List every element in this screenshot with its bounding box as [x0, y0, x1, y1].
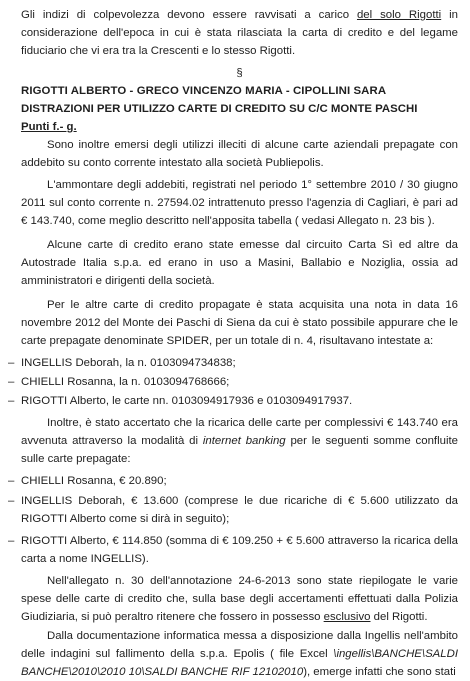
para7-text-c: ), emerge infatti che sono stati: [303, 666, 456, 678]
paragraph-7: [21, 627, 458, 681]
para6-underlined: esclusivo: [323, 611, 371, 623]
heading-title: DISTRAZIONI PER UTILIZZO CARTE DI CREDITO SU C/C MONTE PASCHI: [21, 103, 418, 115]
list-item: [8, 392, 458, 410]
intro-text-a: Gli indizi di colpevolezza devono essere ravvisati a carico: [21, 9, 357, 21]
list-item: [8, 532, 458, 568]
paragraph-3: Alcune carte di credito erano state emesse dal circuito Carta Sì ed altre da Autostrade Italia s.p.a. ed erano in uso a Masini, Ballabio e Noziglia, ossia ad amministratori e dirigenti della società.: [21, 239, 458, 287]
paragraph-6: [21, 572, 458, 626]
dash-marker: –: [8, 475, 15, 487]
para6-text-a: Nell'allegato n. 30 dell'annotazione 24-6-2013 sono state riepilogate le varie spese delle carte di credito che, sulla base degli accertamenti effettuati dalla Polizia Giudiziaria, si può peraltro ritenere che fossero in possesso: [21, 575, 458, 623]
list-item-text: CHIELLI Rosanna, la n. 0103094768666;: [21, 376, 230, 388]
intro-text-underlined: del solo Rigotti: [356, 9, 442, 21]
para5-italic: internet banking: [202, 435, 286, 447]
dash-marker: –: [8, 376, 15, 388]
dash-marker: –: [8, 357, 15, 369]
list-item: [8, 354, 458, 372]
para7-italic-path: \ingellis\BANCHE\SALDI BANCHE\2010\2010 10\SALDI BANCHE RIF 12102010: [21, 648, 458, 678]
list-item-text: INGELLIS Deborah, € 13.600 (comprese le due ricariche di € 5.600 utilizzato da RIGOTTI Alberto come si dirà in seguito);: [21, 495, 458, 525]
heading-names: RIGOTTI ALBERTO - GRECO VINCENZO MARIA - CIPOLLINI SARA: [21, 85, 387, 97]
para6-text-c: del Rigotti.: [370, 611, 428, 623]
dash-marker: –: [8, 535, 15, 547]
list-item: [8, 472, 458, 490]
list-item: [8, 373, 458, 391]
paragraph-1: Sono inoltre emersi degli utilizzi illeciti di alcune carte aziendali prepagate con addebito su conto corrente intestato alla società Publiepolis.: [21, 139, 458, 169]
heading-punti: Punti f.- g.: [21, 121, 77, 133]
paragraph-5: [21, 414, 458, 468]
paragraph-4: Per le altre carte di credito propagate è stata acquisita una nota in data 16 novembre 2012 del Monte dei Paschi di Siena da cui è stato possibile appurare che le carte prepagate denominate SPIDER, per un totale di n. 4, risultavano intestate a:: [21, 299, 458, 347]
para5-text-a: Inoltre, è stato accertato che la ricarica delle carte per complessivi € 143.740 era avvenuta attraverso la modalità di: [21, 417, 458, 447]
intro-paragraph: [21, 6, 458, 60]
para7-text-a: Dalla documentazione informatica messa a disposizione dalla Ingellis nell'ambito delle indagini sul fallimento della s.p.a. Epolis ( file Excel: [21, 630, 458, 660]
list-item-text: RIGOTTI Alberto, € 114.850 (somma di € 109.250 + € 5.600 attraverso la ricarica della carta a nome INGELLIS).: [21, 535, 458, 565]
dash-marker: –: [8, 495, 15, 507]
paragraph-2: L'ammontare degli addebiti, registrati nel periodo 1° settembre 2010 / 30 giugno 2011 sul conto corrente n. 27594.02 intrattenuto presso l'agenzia di Cagliari, è pari ad € 143.740, come meglio descritto nell'apposita tabella ( vedasi Allegato n. 23 bis ).: [21, 179, 458, 227]
para5-text-c: per le seguenti somme confluite sulle carte prepagate:: [21, 435, 458, 465]
list-item-text: RIGOTTI Alberto, le carte nn. 0103094917936 e 0103094917937.: [21, 395, 353, 407]
list-item-text: INGELLIS Deborah, la n. 0103094734838;: [21, 357, 236, 369]
list-item-text: CHIELLI Rosanna, € 20.890;: [21, 475, 167, 487]
list-item: [8, 492, 458, 528]
dash-marker: –: [8, 395, 15, 407]
intro-text-c: in considerazione dell'epoca in cui è stata rilasciata la carta di credito e del legame fiduciario che vi era tra la Crescenti e lo stesso Rigotti.: [21, 9, 458, 57]
section-mark: §: [236, 67, 243, 79]
